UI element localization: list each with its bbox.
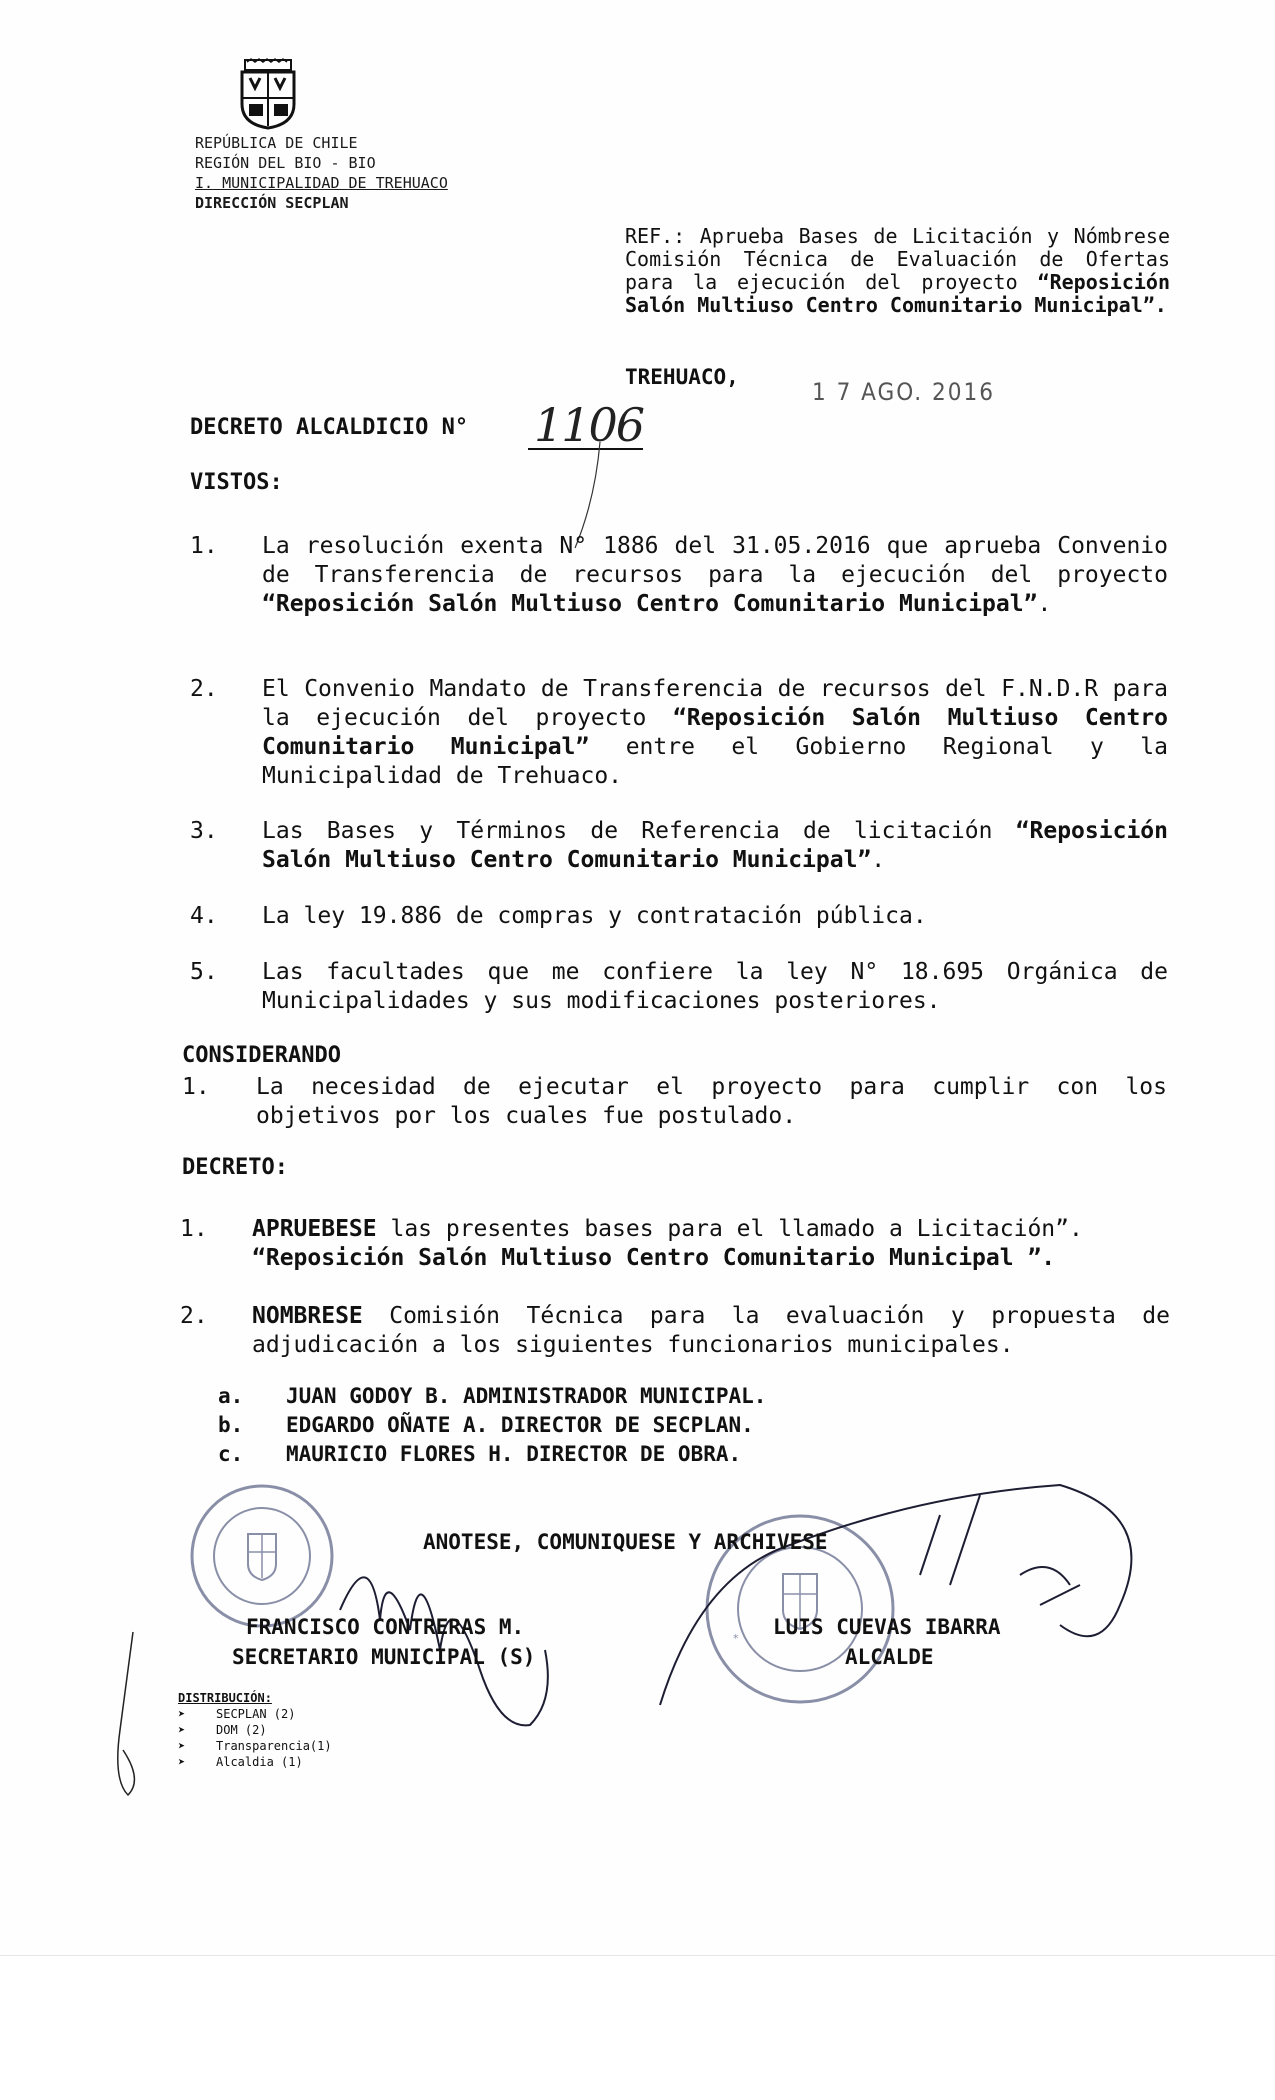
item-number: 1. <box>190 533 218 559</box>
distribution-block <box>178 1690 332 1770</box>
secretary-seal-icon <box>188 1482 336 1630</box>
list-item: 2. El Convenio Mandato de Transferencia de recursos del F.N.D.R para la ejecución del proyecto “Reposición Salón Multiuso Centro Comunitario Municipal” entre el Gobierno Regional y la Municipalidad de Trehuaco. <box>190 676 1169 789</box>
item-number: 3. <box>190 818 218 844</box>
coat-of-arms-icon <box>237 58 299 130</box>
distribution-item: ➤ Alcaldia (1) <box>178 1755 303 1769</box>
distribution-title: DISTRIBUCIÓN: <box>178 1691 272 1705</box>
item-project: “Reposición Salón Multiuso Centro Comunitario Municipal” <box>262 818 1168 873</box>
secretary-name: FRANCISCO CONTRERAS M. <box>246 1615 525 1639</box>
list-item <box>190 902 1168 932</box>
mayor-name: LUIS CUEVAS IBARRA <box>773 1615 1001 1639</box>
date-stamp: 1 7 AGO. 2016 <box>812 378 995 406</box>
item-text: La resolución exenta N° 1886 del 31.05.2016 que aprueba Convenio de Transferencia de recursos para la ejecución del proyecto <box>262 533 1168 588</box>
decree-title <box>190 415 468 440</box>
member-row: a. JUAN GODOY B. ADMINISTRADOR MUNICIPAL. <box>218 1384 767 1408</box>
item-verb: APRUEBESE <box>252 1216 377 1242</box>
place: TREHUACO, <box>625 365 739 389</box>
header-region: REGIÓN DEL BIO - BIO <box>195 154 376 172</box>
mayor-title: ALCALDE <box>845 1645 934 1669</box>
member-name: MAURICIO FLORES H. DIRECTOR DE OBRA. <box>286 1442 742 1466</box>
list-item <box>182 1073 1167 1135</box>
item-number: 5. <box>190 959 218 985</box>
item-number: 4. <box>190 903 218 929</box>
distribution-item: ➤ DOM (2) <box>178 1723 267 1737</box>
mayor-signature-icon <box>640 1455 1170 1715</box>
margin-initial-icon <box>108 1630 148 1800</box>
left-signature-block <box>232 1612 535 1672</box>
item-text: Las facultades que me confiere la ley N° 18.695 Orgánica de Municipalidades y sus modificaciones posteriores. <box>262 959 1168 1014</box>
item-project: “Reposición Salón Multiuso Centro Comunitario Municipal” <box>262 591 1038 617</box>
item-text: Comisión Técnica para la evaluación y propuesta de adjudicación a los siguientes funcionarios municipales. <box>252 1303 1170 1358</box>
header-country: REPÚBLICA DE CHILE <box>195 134 358 152</box>
list-item: 3. Las Bases y Términos de Referencia de licitación “Reposición Salón Multiuso Centro Comunitario Municipal”. <box>190 818 1168 873</box>
reference-text: REF.: Aprueba Bases de Licitación y Nómbrese Comisión Técnica de Evaluación de Ofertas para la ejecución del proyecto <box>625 224 1170 294</box>
decree-label: DECRETO ALCALDICIO N° <box>190 415 469 440</box>
member-row: b. EDGARDO OÑATE A. DIRECTOR DE SECPLAN. <box>218 1413 754 1437</box>
item-project: “Reposición Salón Multiuso Centro Comunitario Municipal ”. <box>252 1245 1056 1271</box>
item-text: La ley 19.886 de compras y contratación pública. <box>262 903 927 929</box>
considerando-title: CONSIDERANDO <box>182 1043 341 1068</box>
decree-number: 1106 <box>534 398 644 452</box>
header-department: DIRECCIÓN SECPLAN <box>195 194 349 212</box>
member-name: JUAN GODOY B. ADMINISTRADOR MUNICIPAL. <box>286 1384 767 1408</box>
list-item <box>180 1215 1170 1277</box>
svg-text:*: * <box>733 1632 739 1645</box>
item-text: las presentes bases para el llamado a Licitación”. <box>376 1216 1083 1242</box>
member-row: c. MAURICIO FLORES H. DIRECTOR DE OBRA. <box>218 1442 742 1466</box>
reference-project: “Reposición Salón Multiuso Centro Comunitario Municipal”. <box>625 270 1170 317</box>
distribution-item: ➤ SECPLAN (2) <box>178 1707 296 1721</box>
issuer-header <box>195 133 448 213</box>
distribution-item: ➤ Transparencia(1) <box>178 1739 332 1753</box>
list-item <box>180 1302 1170 1364</box>
secretary-title: SECRETARIO MUNICIPAL (S) <box>232 1645 536 1669</box>
item-verb: NOMBRESE <box>252 1303 363 1329</box>
item-project: “Reposición Salón Multiuso Centro Comunitario Municipal” <box>262 705 1168 760</box>
item-number: 2. <box>180 1303 208 1329</box>
closing-formula: ANOTESE, COMUNIQUESE Y ARCHIVESE <box>423 1530 828 1554</box>
item-text: Las Bases y Términos de Referencia de licitación <box>262 818 1016 844</box>
list-item <box>190 958 1168 1020</box>
list-item: 1. La resolución exenta N° 1886 del 31.05.2016 que aprueba Convenio de Transferencia de recursos para la ejecución del proyecto “Reposición Salón Multiuso Centro Comunitario Municipal”. <box>190 533 1168 617</box>
right-signature-block <box>773 1612 1001 1672</box>
item-number: 1. <box>180 1216 208 1242</box>
header-municipality: I. MUNICIPALIDAD DE TREHUACO <box>195 174 448 192</box>
item-text: La necesidad de ejecutar el proyecto para cumplir con los objetivos por los cuales fue postulado. <box>256 1074 1167 1129</box>
item-number: 1. <box>182 1074 210 1100</box>
vistos-title: VISTOS: <box>190 470 283 495</box>
item-text: El Convenio Mandato de Transferencia de recursos del F.N.D.R para la ejecución del proyecto <box>262 676 1168 731</box>
reference-block <box>625 225 1170 317</box>
item-number: 2. <box>190 676 218 702</box>
member-name: EDGARDO OÑATE A. DIRECTOR DE SECPLAN. <box>286 1413 754 1437</box>
decreto-title: DECRETO: <box>182 1155 288 1180</box>
